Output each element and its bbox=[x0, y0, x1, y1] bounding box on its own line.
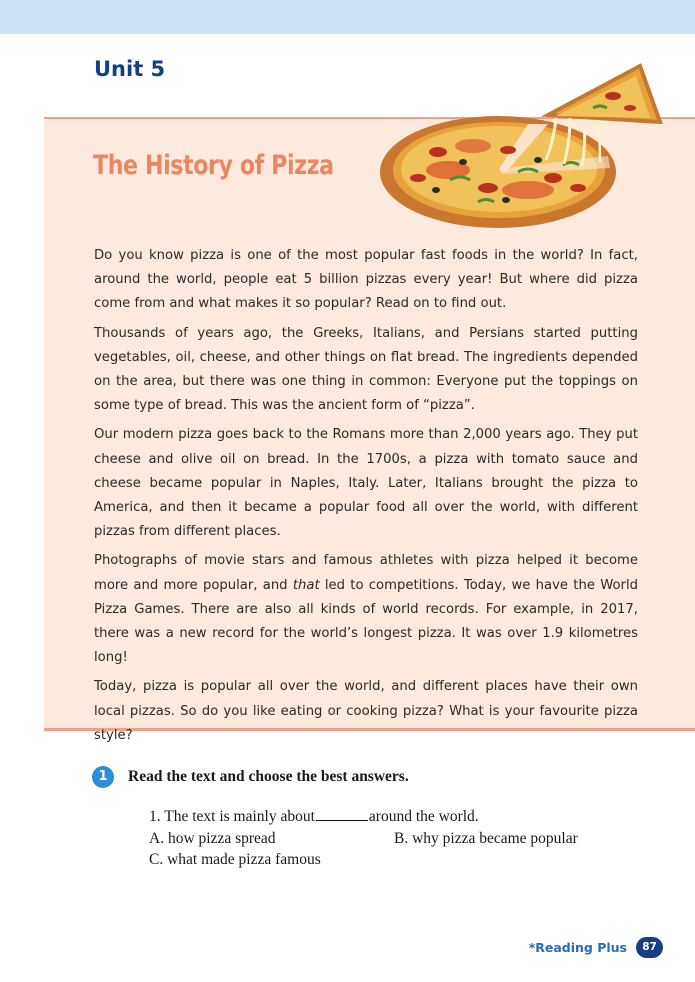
paragraph-text: Photographs of movie stars and famous athletes with pizza helped it become more and more popular, and bbox=[94, 553, 638, 593]
option-c[interactable]: C. what made pizza famous bbox=[149, 851, 321, 868]
article-paragraph: Do you know pizza is one of the most popular fast foods in the world? In fact, around the world, people eat 5 billion pizzas every year! But where did pizza come from and what makes it so popular? Read on to find out. bbox=[94, 248, 638, 312]
paragraph-text: led to competitions. Today, we have the World Pizza Games. There are also all kinds of world records. For example, in 2017, there was a new record for the world’s longest pizza. It was over 1.9 kilometres long! bbox=[94, 577, 638, 666]
page-number-badge: 87 bbox=[636, 937, 663, 958]
option-a[interactable]: A. how pizza spread bbox=[149, 830, 276, 847]
option-b[interactable]: B. why pizza became popular bbox=[394, 830, 578, 847]
article-paragraph: Our modern pizza goes back to the Romans more than 2,000 years ago. They put cheese and olive oil on bread. In the 1700s, a pizza with tomato sauce and cheese became popular in Naples, Italy. Later, Italians brought the pizza to America, and then it became a popular food all over the world, with different pizzas from different places. bbox=[94, 427, 638, 540]
question-text: The text is mainly about bbox=[164, 808, 315, 825]
question-stem bbox=[149, 806, 649, 827]
unit-title: Unit 5 bbox=[94, 57, 166, 81]
exercise-number-badge: 1 bbox=[92, 766, 114, 788]
article-paragraph bbox=[94, 549, 638, 670]
top-color-band bbox=[0, 0, 695, 34]
question-text: around the world. bbox=[368, 808, 479, 825]
question-item bbox=[149, 806, 649, 868]
exercise-instruction: Read the text and choose the best answers. bbox=[128, 768, 409, 785]
footer-section-label: *Reading Plus bbox=[528, 940, 627, 955]
emphasis-word: that bbox=[292, 577, 320, 593]
answer-blank bbox=[316, 806, 368, 821]
pizza-illustration-icon bbox=[378, 60, 668, 238]
article-body bbox=[94, 244, 638, 753]
article-paragraph: Thousands of years ago, the Greeks, Italians, and Persians started putting vegetables, oil, cheese, and other things on flat bread. The ingredients depended on the area, but there was one thing in common: Everyone put the toppings on some type of bread. This was the ancient form of “pizza”. bbox=[94, 325, 638, 414]
question-number: 1. bbox=[149, 808, 161, 825]
article-title: The History of Pizza bbox=[93, 150, 334, 181]
article-paragraph: Today, pizza is popular all over the world, and different places have their own local pizzas. So do you like eating or cooking pizza? What is your favourite pizza style? bbox=[94, 679, 638, 743]
